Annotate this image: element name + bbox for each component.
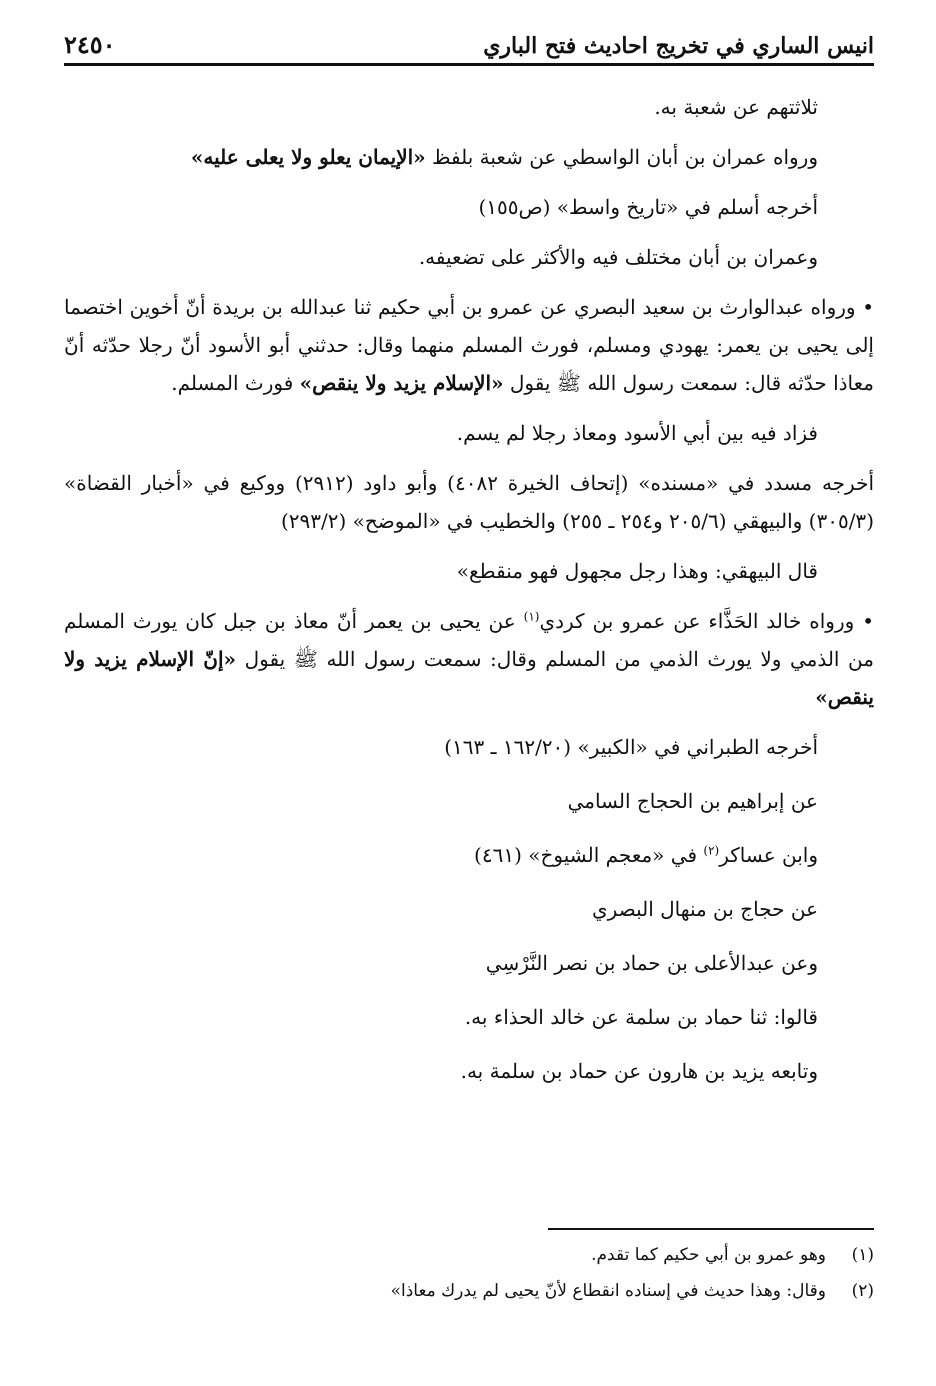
main-text bbox=[64, 88, 874, 1106]
line-hajjaj: عن حجاج بن منهال البصري bbox=[592, 897, 818, 921]
page-number: ٢٤٥٠ bbox=[64, 30, 116, 59]
line-thalathatuhum: ثلاثتهم عن شعبة به. bbox=[654, 95, 818, 119]
line-imran-grading: وعمران بن أبان مختلف فيه والأكثر على تضعيفه. bbox=[418, 245, 818, 269]
hadith-quote: «الإيمان يعلو ولا يعلى عليه» bbox=[190, 145, 426, 169]
line-imran-riwaya: ورواه عمران بن أبان الواسطي عن شعبة بلفظ «الإيمان يعلو ولا يعلى عليه» bbox=[190, 145, 818, 169]
paragraph-khalid-hadhdha: • ورواه خالد الحَذَّاء عن عمرو بن كردي$^{(١)}$ عن يحيى بن يعمر أنّ معاذ بن جبل كان يورث المسلم من الذمي ولا يورث الذمي من المسلم وقال: سمعت رسول الله ﷺ يقول «إنّ الإسلام يزيد ولا ينقص» bbox=[64, 609, 874, 709]
paragraph-musaddad-takhrij: أخرجه مسدد في «مسنده» (إتحاف الخيرة ٤٠٨٢) وأبو داود (٢٩١٢) ووكيع في «أخبار القضاة» (٣٠٥/٣) والبيهقي (٢٠٥/٦ و٢٥٤ ـ ٢٥٥) والخطيب في «الموضح» (٢٩٣/٢) bbox=[64, 471, 875, 533]
line-ziyada: فزاد فيه بين أبي الأسود ومعاذ رجلا لم يسم. bbox=[456, 421, 818, 445]
line-bayhaqi: قال البيهقي: وهذا رجل مجهول فهو منقطع» bbox=[456, 559, 818, 583]
running-title: انيس الساري في تخريج احاديث فتح الباري bbox=[483, 33, 874, 59]
footnote-divider bbox=[548, 1228, 874, 1230]
footnote-number: (١) bbox=[851, 1245, 874, 1265]
footnote-ref-2[interactable]: (٢) bbox=[703, 843, 720, 858]
line-aslam-takhrij: أخرجه أسلم في «تاريخ واسط» (ص١٥٥) bbox=[478, 195, 818, 219]
running-header bbox=[64, 28, 874, 66]
footnote-number: (٢) bbox=[851, 1281, 874, 1301]
line-abdulala: وعن عبدالأعلى بن حماد بن نصر النَّرْسِي bbox=[485, 951, 818, 975]
footnote-text: وهو عمرو بن أبي حكيم كما تقدم. bbox=[591, 1245, 826, 1265]
footnotes bbox=[64, 1240, 874, 1312]
line-qalu: قالوا: ثنا حماد بن سلمة عن خالد الحذاء به. bbox=[464, 1005, 818, 1029]
footnote-item bbox=[64, 1240, 874, 1270]
footnote-text: وقال: وهذا حديث في إسناده انقطاع لأنّ يحيى لم يدرك معاذا» bbox=[390, 1281, 826, 1301]
line-tabarani: أخرجه الطبراني في «الكبير» (١٦٢/٢٠ ـ ١٦٣) bbox=[444, 735, 818, 759]
paragraph-abdulwarith: • ورواه عبدالوارث بن سعيد البصري عن عمرو بن أبي حكيم ثنا عبدالله بن بريدة أنّ أخوين اختصما إلى يحيى بن يعمر: يهودي ومسلم، فورث المسلم منهما وقال: حدثني أبو الأسود أنّ رجلا حدّثه أنّ معاذا حدّثه قال: سمعت رسول الله ﷺ يقول «الإسلام يزيد ولا ينقص» فورث المسلم. bbox=[64, 295, 874, 395]
line-ibrahim-sami: عن إبراهيم بن الحجاج السامي bbox=[567, 789, 818, 813]
line-ibn-asakir: وابن عساكر$^{(٢)}$ في «معجم الشيوخ» (٤٦١) bbox=[474, 843, 818, 867]
hadith-quote: «إنّ الإسلام يزيد ولا ينقص» bbox=[64, 647, 874, 709]
footnote-ref-1[interactable]: (١) bbox=[523, 609, 540, 624]
line-tabaahu: وتابعه يزيد بن هارون عن حماد بن سلمة به. bbox=[460, 1059, 818, 1083]
footnote-item bbox=[64, 1276, 874, 1306]
hadith-quote: «الإسلام يزيد ولا ينقص» bbox=[299, 371, 504, 395]
